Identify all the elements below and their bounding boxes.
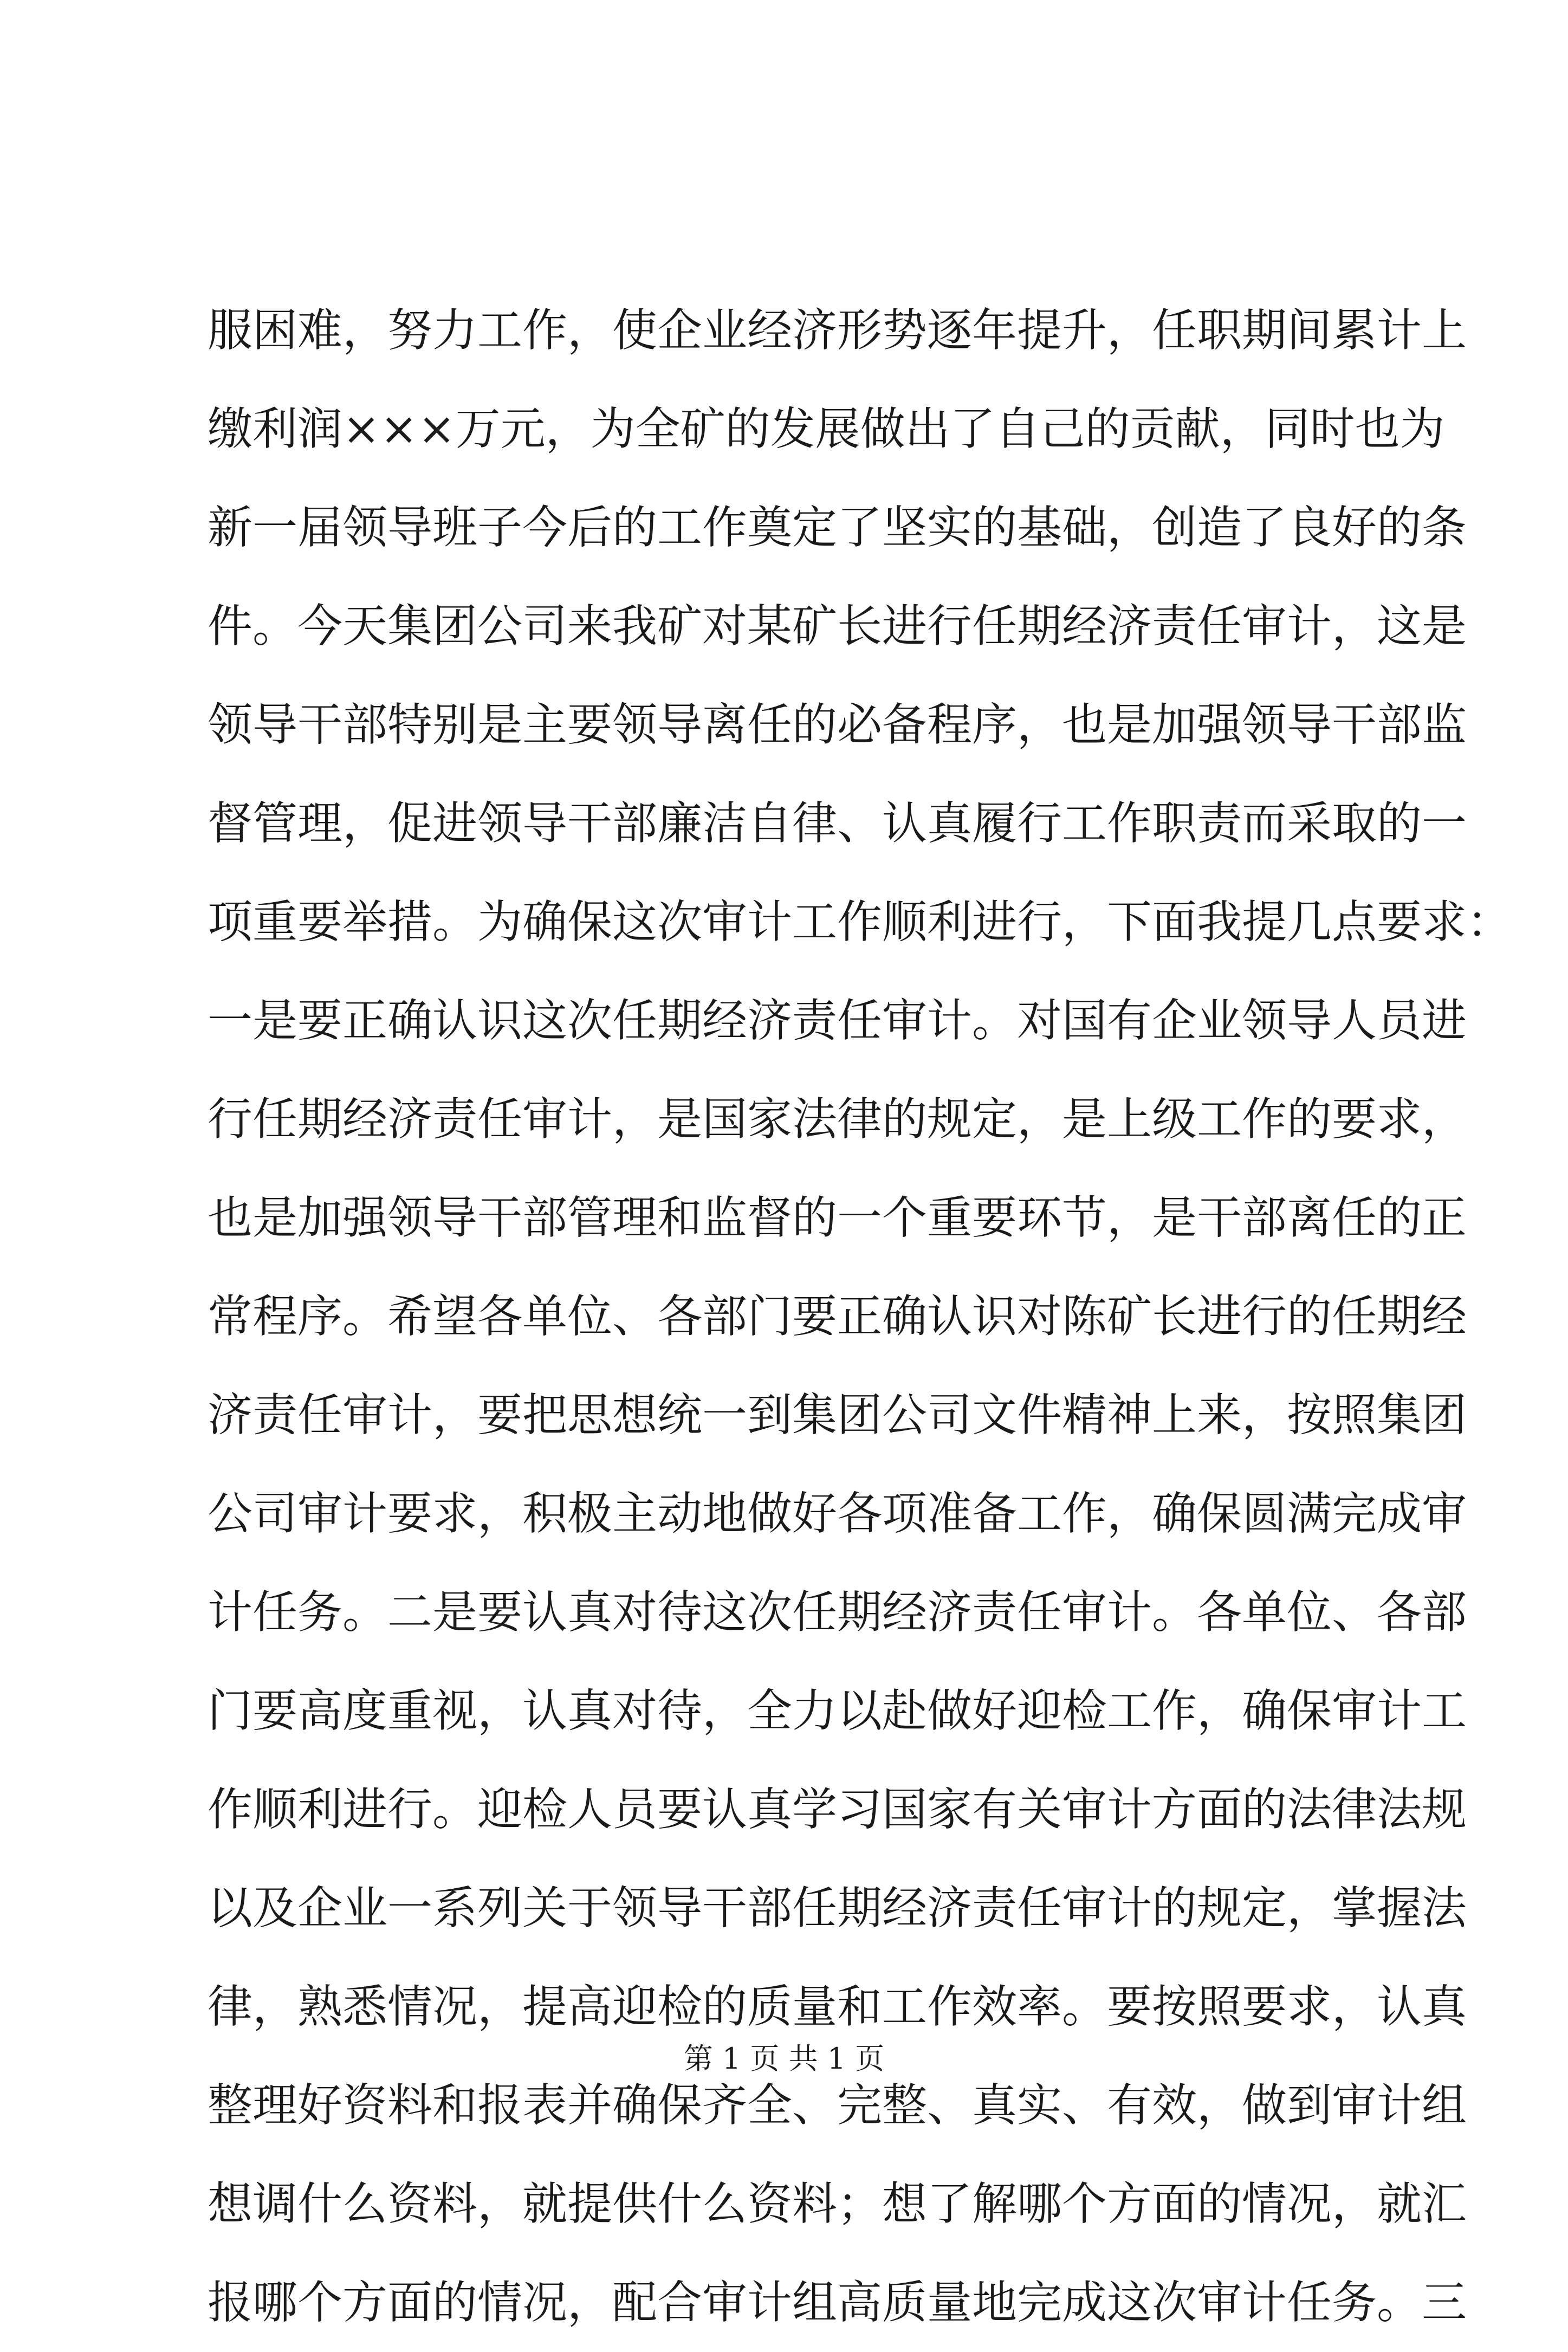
text-line: 计任务。二是要认真对待这次任期经济责任审计。各单位、各部 bbox=[208, 1586, 1467, 1638]
text-line: 服困难，努力工作，使企业经济形势逐年提升，任职期间累计上 bbox=[208, 304, 1467, 357]
text-line: 济责任审计，要把思想统一到集团公司文件精神上来，按照集团 bbox=[208, 1389, 1467, 1441]
text-line: 以及企业一系列关于领导干部任期经济责任审计的规定，掌握法 bbox=[208, 1882, 1467, 1934]
text-line: 想调什么资料，就提供什么资料；想了解哪个方面的情况，就汇 bbox=[208, 2178, 1467, 2230]
page-number-footer: 第 1 页 共 1 页 bbox=[683, 2042, 885, 2076]
text-line: 公司审计要求，积极主动地做好各项准备工作，确保圆满完成审 bbox=[208, 1487, 1467, 1540]
text-line: 一是要正确认识这次任期经济责任审计。对国有企业领导人员进 bbox=[208, 994, 1467, 1047]
text-line: 督管理，促进领导干部廉洁自律、认真履行工作职责而采取的一 bbox=[208, 797, 1467, 850]
text-line: 门要高度重视，认真对待，全力以赴做好迎检工作，确保审计工 bbox=[208, 1684, 1467, 1737]
text-line: 作顺利进行。迎检人员要认真学习国家有关审计方面的法律法规 bbox=[208, 1783, 1467, 1836]
text-line: 领导干部特别是主要领导离任的必备程序，也是加强领导干部监 bbox=[208, 698, 1467, 751]
text-line: 项重要举措。为确保这次审计工作顺利进行，下面我提几点要求： bbox=[208, 896, 1512, 948]
text-line: 新一届领导班子今后的工作奠定了坚实的基础，创造了良好的条 bbox=[208, 501, 1467, 554]
text-line: 常程序。希望各单位、各部门要正确认识对陈矿长进行的任期经 bbox=[208, 1290, 1467, 1343]
text-line: 律，熟悉情况，提高迎检的质量和工作效率。要按照要求，认真 bbox=[208, 1980, 1467, 2033]
text-line: 整理好资料和报表并确保齐全、完整、真实、有效，做到审计组 bbox=[208, 2079, 1467, 2131]
text-line: 报哪个方面的情况，配合审计组高质量地完成这次审计任务。三 bbox=[208, 2276, 1467, 2329]
text-line: 缴利润×××万元，为全矿的发展做出了自己的贡献，同时也为 bbox=[208, 403, 1445, 455]
text-line: 也是加强领导干部管理和监督的一个重要环节，是干部离任的正 bbox=[208, 1191, 1467, 1244]
text-line: 行任期经济责任审计，是国家法律的规定，是上级工作的要求， bbox=[208, 1093, 1467, 1145]
text-line: 件。今天集团公司来我矿对某矿长进行任期经济责任审计，这是 bbox=[208, 600, 1467, 652]
